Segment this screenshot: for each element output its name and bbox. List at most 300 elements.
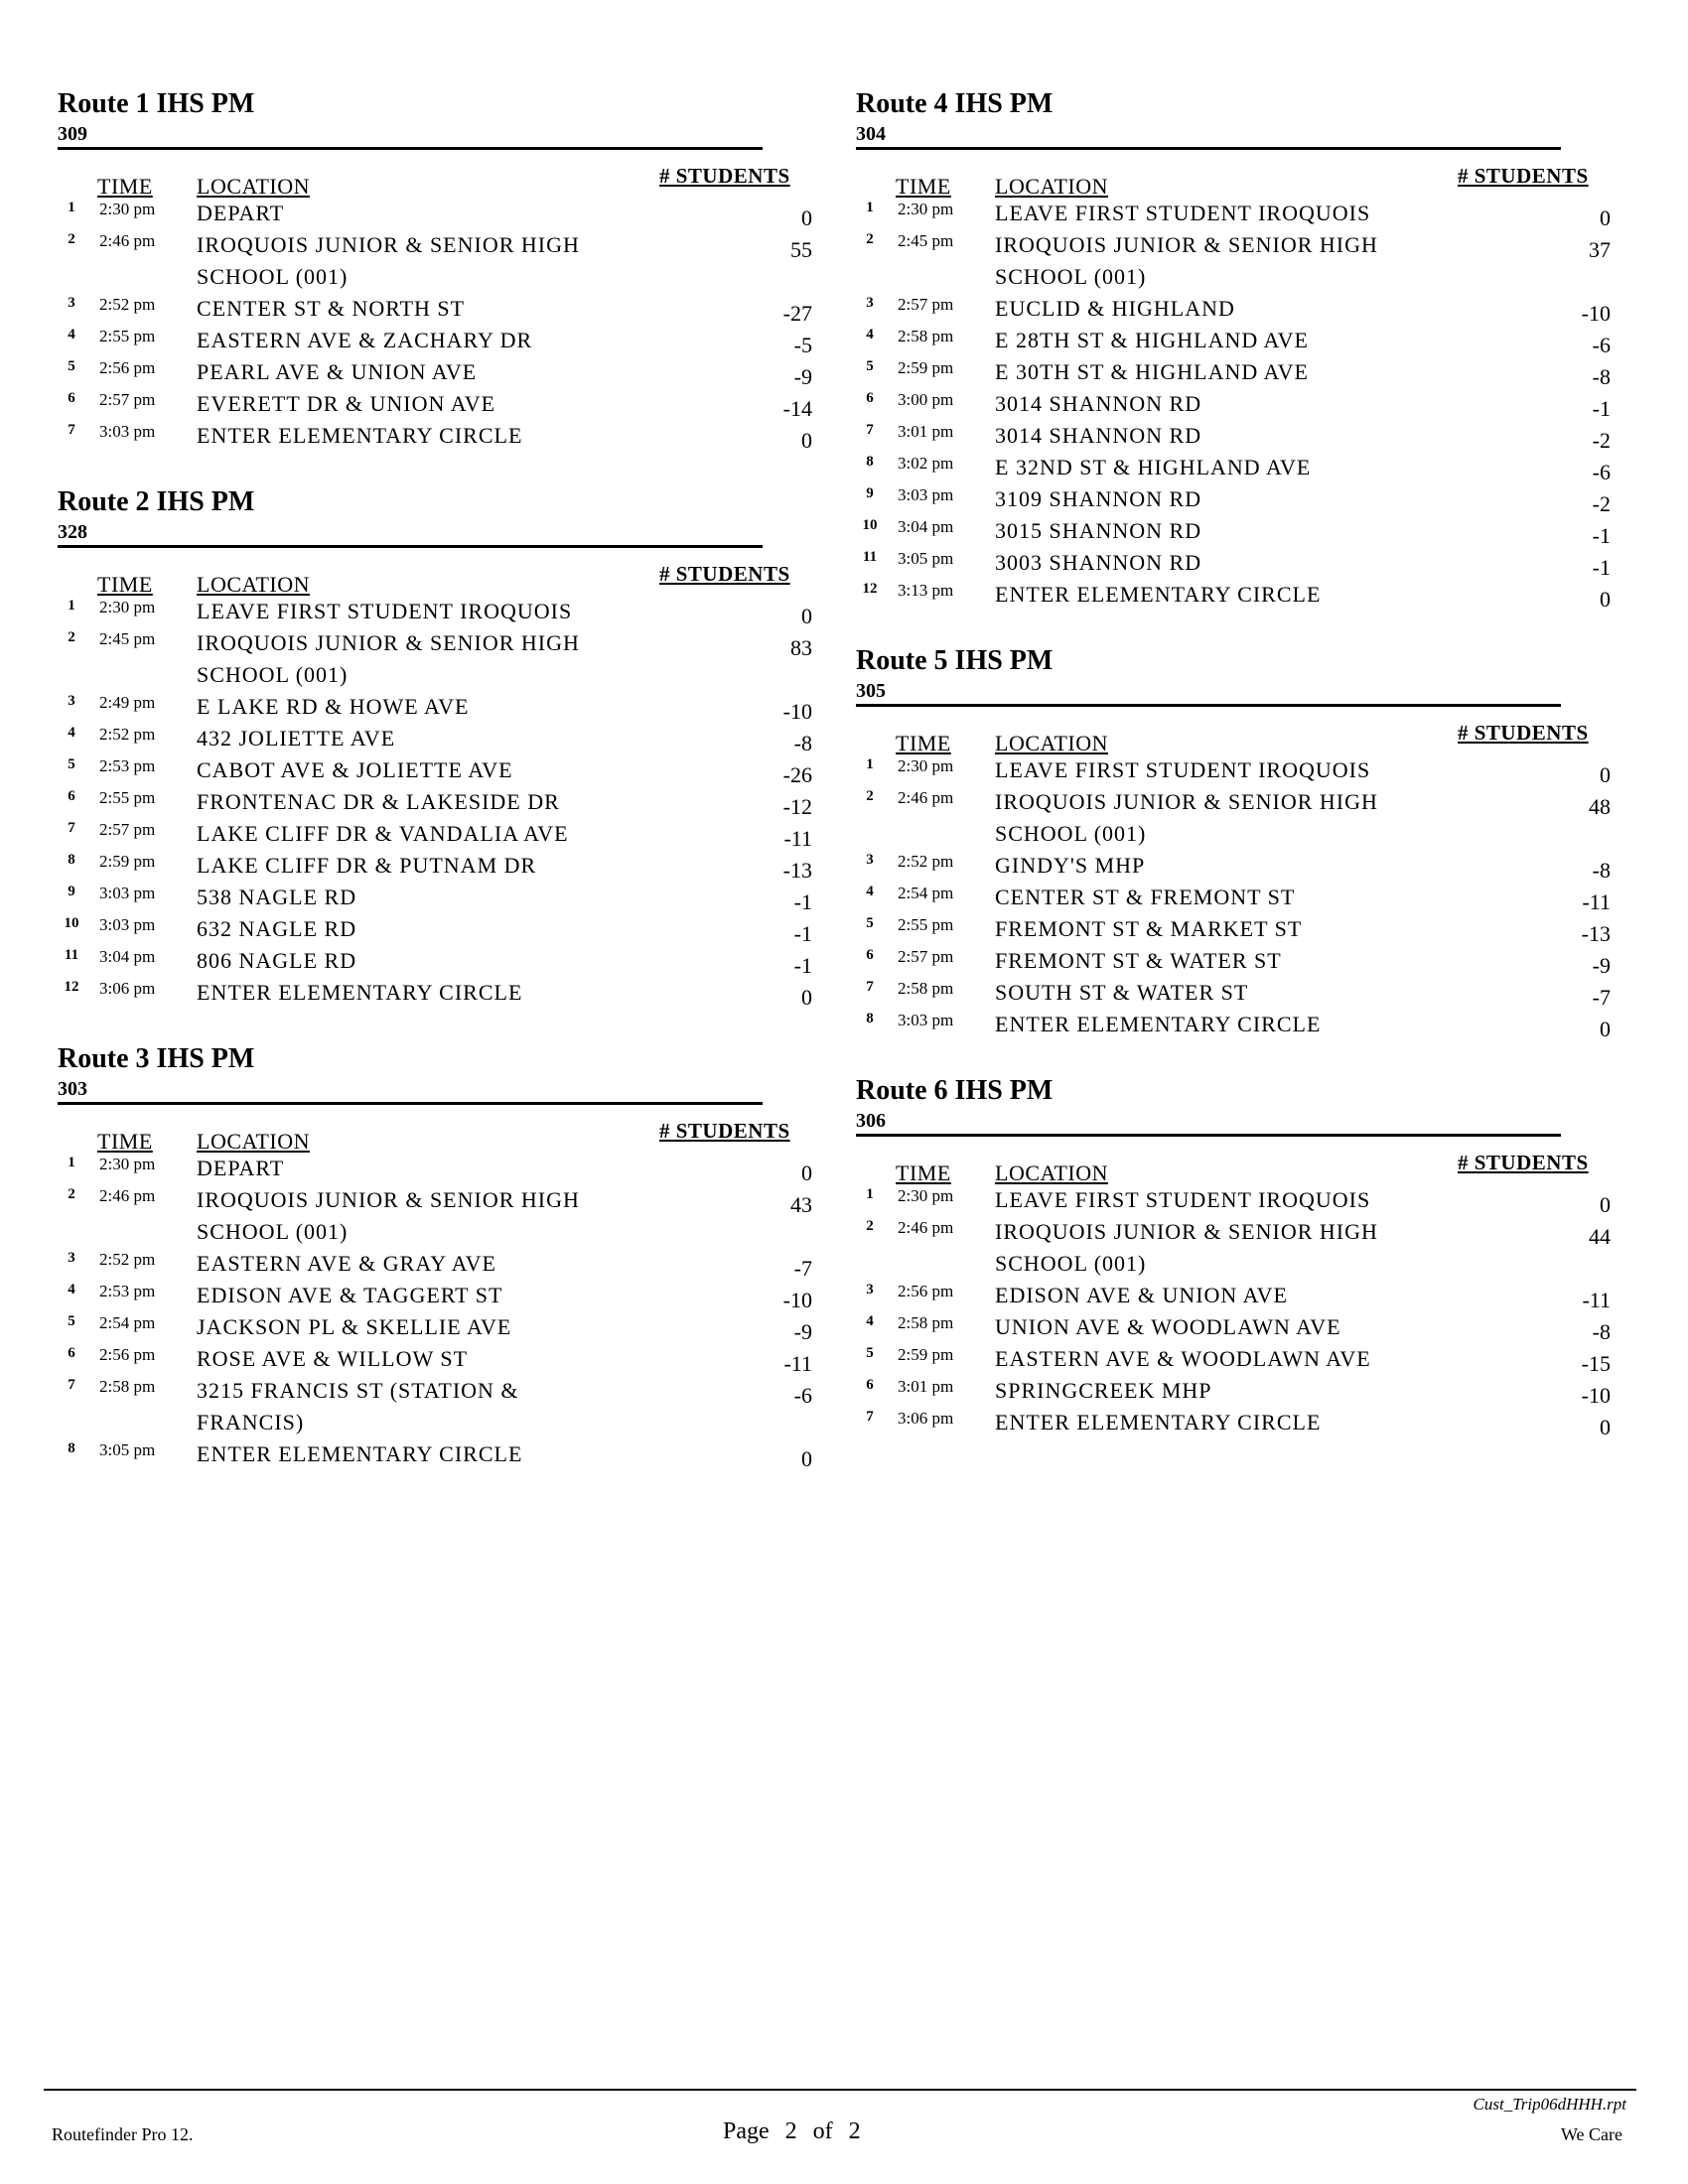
- stop-row: [856, 1009, 1611, 1040]
- stop-time: 2:55 pm: [99, 788, 156, 807]
- stop-location: FREMONT ST & MARKET ST: [995, 916, 1303, 941]
- stop-location: E LAKE RD & HOWE AVE: [197, 694, 470, 719]
- stop-location: EDISON AVE & UNION AVE: [995, 1283, 1288, 1307]
- stop-location: EASTERN AVE & GRAY AVE: [197, 1251, 496, 1276]
- page-current: 2: [784, 2118, 797, 2144]
- stop-time: 2:56 pm: [99, 358, 156, 377]
- stop-students: -9: [793, 364, 812, 389]
- route-bus-number: 305: [856, 680, 886, 702]
- stop-row: [58, 754, 812, 786]
- stop-row: [58, 1184, 812, 1248]
- stop-students: -27: [782, 301, 812, 326]
- footer-divider: [44, 2089, 1636, 2091]
- stop-location: E 30TH ST & HIGHLAND AVE: [995, 359, 1309, 384]
- stop-students: -2: [1592, 491, 1611, 516]
- stop-location: ENTER ELEMENTARY CIRCLE: [197, 423, 523, 448]
- stop-time: 2:52 pm: [99, 725, 156, 744]
- stop-location: FRONTENAC DR & LAKESIDE DR: [197, 789, 560, 814]
- table-header: [856, 721, 1611, 754]
- stop-location: EDISON AVE & TAGGERT ST: [197, 1283, 503, 1307]
- stop-students: -12: [782, 794, 812, 819]
- stop-number: 3: [68, 1250, 75, 1266]
- stop-row: [58, 977, 812, 1009]
- stop-number: 10: [862, 517, 878, 533]
- stop-students: 0: [801, 1446, 812, 1471]
- stop-row: [58, 1280, 812, 1311]
- software-name: Routefinder Pro 12.: [52, 2124, 194, 2144]
- stop-time: 2:54 pm: [898, 884, 954, 902]
- stop-time: 2:30 pm: [99, 598, 156, 616]
- stop-location: 3215 FRANCIS ST (STATION & FRANCIS): [197, 1378, 519, 1434]
- stop-location: 3109 SHANNON RD: [995, 486, 1202, 511]
- stop-row: [58, 818, 812, 850]
- stop-time: 3:04 pm: [898, 517, 954, 536]
- stop-row: [856, 945, 1611, 977]
- stop-time: 2:45 pm: [898, 231, 954, 250]
- stop-time: 3:06 pm: [898, 1409, 954, 1428]
- route-bus-number: 328: [58, 521, 87, 543]
- stop-row: [58, 388, 812, 420]
- stop-students: -10: [782, 1288, 812, 1312]
- stop-time: 2:53 pm: [99, 756, 156, 775]
- stop-time: 3:03 pm: [99, 915, 156, 934]
- stop-number: 12: [64, 979, 79, 995]
- route-2: [58, 485, 812, 1009]
- stop-students: -9: [793, 1319, 812, 1344]
- stop-row: [856, 420, 1611, 452]
- stop-time: 2:30 pm: [99, 200, 156, 218]
- stop-row: [58, 786, 812, 818]
- route-title: Route 3 IHS PM: [58, 1043, 255, 1074]
- stop-list: [856, 754, 1611, 1040]
- stop-time: 3:01 pm: [898, 422, 954, 441]
- stop-students: -7: [793, 1256, 812, 1281]
- stop-location: LEAVE FIRST STUDENT IROQUOIS: [197, 599, 573, 623]
- stop-students: -13: [1581, 921, 1611, 946]
- route-3: [58, 1042, 812, 1470]
- stop-time: 2:56 pm: [898, 1282, 954, 1300]
- stop-time: 2:59 pm: [898, 358, 954, 377]
- stop-students: -11: [1582, 1288, 1611, 1312]
- location-header: LOCATION: [197, 1129, 310, 1154]
- stop-number: 1: [866, 200, 874, 215]
- stop-students: -8: [1592, 1319, 1611, 1344]
- stop-time: 2:45 pm: [99, 629, 156, 648]
- stop-number: 4: [68, 725, 75, 741]
- stop-row: [58, 198, 812, 229]
- stop-time: 3:03 pm: [898, 485, 954, 504]
- stop-time: 3:01 pm: [898, 1377, 954, 1396]
- stop-students: -1: [793, 921, 812, 946]
- stop-location: EVERETT DR & UNION AVE: [197, 391, 496, 416]
- stop-students: 0: [1600, 587, 1611, 612]
- stop-time: 2:30 pm: [898, 200, 954, 218]
- stop-location: EASTERN AVE & WOODLAWN AVE: [995, 1346, 1371, 1371]
- stop-number: 7: [68, 820, 75, 836]
- stop-row: [58, 850, 812, 882]
- stop-location: EUCLID & HIGHLAND: [995, 296, 1235, 321]
- stop-number: 5: [68, 1313, 75, 1329]
- stop-location: ENTER ELEMENTARY CIRCLE: [995, 582, 1322, 607]
- stop-number: 7: [68, 422, 75, 438]
- stop-location: E 32ND ST & HIGHLAND AVE: [995, 455, 1312, 479]
- stop-time: 3:00 pm: [898, 390, 954, 409]
- stop-time: 2:58 pm: [898, 327, 954, 345]
- stop-number: 6: [866, 1377, 874, 1393]
- stop-row: [856, 882, 1611, 913]
- stop-number: 3: [866, 1282, 874, 1297]
- page-total: 2: [848, 2118, 861, 2144]
- stop-time: 2:56 pm: [99, 1345, 156, 1364]
- stop-students: 44: [1589, 1224, 1611, 1249]
- stop-students: -10: [1581, 301, 1611, 326]
- stop-number: 3: [68, 295, 75, 311]
- stop-number: 1: [866, 1186, 874, 1202]
- stop-number: 7: [68, 1377, 75, 1393]
- time-header: TIME: [97, 174, 153, 199]
- stop-row: [856, 850, 1611, 882]
- stop-row: [856, 325, 1611, 356]
- stop-number: 6: [866, 947, 874, 963]
- stop-row: [58, 325, 812, 356]
- table-header: [58, 164, 812, 198]
- stop-number: 4: [866, 884, 874, 899]
- stop-row: [58, 1248, 812, 1280]
- stop-number: 7: [866, 979, 874, 995]
- stop-row: [856, 754, 1611, 786]
- stop-students: 0: [1600, 205, 1611, 230]
- location-header: LOCATION: [995, 1160, 1108, 1185]
- stop-location: GINDY'S MHP: [995, 853, 1146, 878]
- stop-time: 2:54 pm: [99, 1313, 156, 1332]
- route-title: Route 5 IHS PM: [856, 645, 1054, 676]
- stop-location: LEAVE FIRST STUDENT IROQUOIS: [995, 201, 1371, 225]
- route-bus-number: 306: [856, 1110, 886, 1132]
- stop-students: -5: [793, 333, 812, 357]
- stop-number: 4: [866, 327, 874, 342]
- stop-number: 2: [68, 629, 75, 645]
- stop-row: [856, 1311, 1611, 1343]
- stop-row: [856, 515, 1611, 547]
- stop-location: 3015 SHANNON RD: [995, 518, 1202, 543]
- stop-time: 2:57 pm: [898, 295, 954, 314]
- footer-slogan: We Care: [1560, 2124, 1622, 2144]
- stop-row: [856, 913, 1611, 945]
- stop-location: LAKE CLIFF DR & VANDALIA AVE: [197, 821, 569, 846]
- stop-location: UNION AVE & WOODLAWN AVE: [995, 1314, 1341, 1339]
- route-bus-number: 304: [856, 123, 886, 145]
- stop-time: 2:58 pm: [898, 979, 954, 998]
- stop-row: [856, 293, 1611, 325]
- stop-location: ENTER ELEMENTARY CIRCLE: [197, 1441, 523, 1466]
- students-header: # STUDENTS: [659, 562, 790, 586]
- stop-location: CENTER ST & FREMONT ST: [995, 885, 1296, 909]
- route-6: [856, 1074, 1611, 1438]
- stop-location: 432 JOLIETTE AVE: [197, 726, 396, 751]
- stop-students: 55: [790, 237, 812, 262]
- location-header: LOCATION: [995, 174, 1108, 199]
- stop-time: 3:05 pm: [898, 549, 954, 568]
- stop-time: 2:30 pm: [99, 1155, 156, 1173]
- stop-location: LAKE CLIFF DR & PUTNAM DR: [197, 853, 537, 878]
- stop-students: -2: [1592, 428, 1611, 453]
- stop-number: 1: [68, 598, 75, 614]
- stop-row: [856, 452, 1611, 483]
- stop-time: 2:52 pm: [898, 852, 954, 871]
- stop-number: 1: [68, 1155, 75, 1170]
- stop-students: -6: [793, 1383, 812, 1408]
- time-header: TIME: [896, 1160, 951, 1185]
- stop-location: IROQUOIS JUNIOR & SENIOR HIGH SCHOOL (001): [197, 1187, 580, 1244]
- stop-number: 3: [866, 852, 874, 868]
- stop-location: ENTER ELEMENTARY CIRCLE: [197, 980, 523, 1005]
- stop-row: [856, 1407, 1611, 1438]
- stop-students: 37: [1589, 237, 1611, 262]
- stop-row: [58, 1438, 812, 1470]
- stop-number: 11: [64, 947, 79, 963]
- stop-students: -8: [793, 731, 812, 755]
- location-header: LOCATION: [995, 731, 1108, 755]
- stop-list: [856, 198, 1611, 611]
- stop-students: -1: [1592, 523, 1611, 548]
- stop-time: 2:55 pm: [99, 327, 156, 345]
- stop-time: 3:06 pm: [99, 979, 156, 998]
- stop-students: -1: [793, 953, 812, 978]
- table-header: [58, 562, 812, 596]
- stop-students: -26: [782, 762, 812, 787]
- stop-location: IROQUOIS JUNIOR & SENIOR HIGH SCHOOL (001): [995, 232, 1378, 289]
- route-bus-number: 303: [58, 1078, 87, 1100]
- stop-time: 2:52 pm: [99, 295, 156, 314]
- stop-row: [58, 882, 812, 913]
- stop-students: -13: [782, 858, 812, 883]
- stop-time: 2:58 pm: [99, 1377, 156, 1396]
- stop-students: 43: [790, 1192, 812, 1217]
- stop-row: [58, 627, 812, 691]
- time-header: TIME: [97, 1129, 153, 1154]
- stop-location: IROQUOIS JUNIOR & SENIOR HIGH SCHOOL (001): [197, 630, 580, 687]
- stop-row: [58, 1153, 812, 1184]
- stop-location: E 28TH ST & HIGHLAND AVE: [995, 328, 1309, 352]
- location-header: LOCATION: [197, 572, 310, 597]
- stop-time: 2:49 pm: [99, 693, 156, 712]
- stop-location: PEARL AVE & UNION AVE: [197, 359, 478, 384]
- route-divider: [856, 1134, 1561, 1137]
- students-header: # STUDENTS: [1458, 721, 1589, 745]
- students-header: # STUDENTS: [659, 1119, 790, 1143]
- stop-number: 11: [862, 549, 878, 565]
- stop-number: 4: [68, 1282, 75, 1297]
- stop-time: 2:52 pm: [99, 1250, 156, 1269]
- stop-location: ROSE AVE & WILLOW ST: [197, 1346, 469, 1371]
- stop-location: EASTERN AVE & ZACHARY DR: [197, 328, 533, 352]
- stop-students: -6: [1592, 333, 1611, 357]
- stop-row: [58, 356, 812, 388]
- stop-list: [58, 198, 812, 452]
- route-title: Route 4 IHS PM: [856, 88, 1054, 119]
- stop-students: 48: [1589, 794, 1611, 819]
- stop-number: 1: [866, 756, 874, 772]
- stop-location: FREMONT ST & WATER ST: [995, 948, 1282, 973]
- stop-location: DEPART: [197, 1156, 285, 1180]
- stop-time: 2:46 pm: [898, 1218, 954, 1237]
- stop-row: [856, 1280, 1611, 1311]
- stop-row: [856, 198, 1611, 229]
- route-divider: [58, 147, 763, 150]
- stop-students: 0: [801, 1160, 812, 1185]
- stop-number: 8: [866, 454, 874, 470]
- left-column: [58, 87, 812, 1470]
- route-divider: [58, 1102, 763, 1105]
- stop-time: 3:03 pm: [99, 884, 156, 902]
- stop-students: -1: [1592, 555, 1611, 580]
- stop-students: 0: [1600, 762, 1611, 787]
- stop-row: [856, 388, 1611, 420]
- stop-students: -11: [783, 1351, 812, 1376]
- stop-students: -15: [1581, 1351, 1611, 1376]
- stop-location: CABOT AVE & JOLIETTE AVE: [197, 757, 513, 782]
- page-label: Page: [723, 2118, 770, 2144]
- table-header: [856, 164, 1611, 198]
- stop-time: 2:59 pm: [898, 1345, 954, 1364]
- stop-row: [58, 691, 812, 723]
- stop-number: 10: [64, 915, 79, 931]
- time-header: TIME: [896, 174, 951, 199]
- stop-students: 0: [1600, 1192, 1611, 1217]
- stop-number: 3: [866, 295, 874, 311]
- students-header: # STUDENTS: [1458, 1151, 1589, 1174]
- stop-students: 0: [1600, 1415, 1611, 1439]
- stop-time: 3:03 pm: [898, 1011, 954, 1029]
- table-header: [856, 1151, 1611, 1184]
- stop-number: 12: [862, 581, 878, 597]
- stop-location: SPRINGCREEK MHP: [995, 1378, 1212, 1403]
- stop-time: 3:04 pm: [99, 947, 156, 966]
- stop-location: JACKSON PL & SKELLIE AVE: [197, 1314, 512, 1339]
- stop-number: 9: [866, 485, 874, 501]
- stop-number: 2: [866, 1218, 874, 1234]
- stop-students: -10: [1581, 1383, 1611, 1408]
- stop-time: 2:30 pm: [898, 1186, 954, 1205]
- stop-location: LEAVE FIRST STUDENT IROQUOIS: [995, 1187, 1371, 1212]
- stop-location: DEPART: [197, 201, 285, 225]
- stop-row: [58, 723, 812, 754]
- students-header: # STUDENTS: [1458, 164, 1589, 188]
- stop-row: [856, 1184, 1611, 1216]
- stop-row: [58, 596, 812, 627]
- stop-location: SOUTH ST & WATER ST: [995, 980, 1249, 1005]
- stop-list: [856, 1184, 1611, 1438]
- stop-row: [856, 579, 1611, 611]
- stop-number: 7: [866, 422, 874, 438]
- stop-location: 3014 SHANNON RD: [995, 423, 1202, 448]
- stop-number: 6: [866, 390, 874, 406]
- route-5: [856, 644, 1611, 1040]
- stop-location: 538 NAGLE RD: [197, 885, 357, 909]
- stop-students: 0: [801, 205, 812, 230]
- route-title: Route 6 IHS PM: [856, 1075, 1054, 1106]
- stop-row: [58, 1343, 812, 1375]
- report-filename: Cust_Trip06dHHH.rpt: [1473, 2095, 1626, 2114]
- stop-number: 2: [68, 231, 75, 247]
- stop-number: 6: [68, 1345, 75, 1361]
- stop-time: 2:46 pm: [99, 231, 156, 250]
- stop-time: 2:53 pm: [99, 1282, 156, 1300]
- page-of: of: [812, 2118, 833, 2144]
- stop-row: [58, 913, 812, 945]
- right-column: [856, 87, 1611, 1438]
- stop-number: 5: [866, 1345, 874, 1361]
- stop-time: 2:30 pm: [898, 756, 954, 775]
- route-divider: [856, 704, 1561, 707]
- time-header: TIME: [896, 731, 951, 755]
- stop-number: 5: [866, 358, 874, 374]
- stop-row: [58, 293, 812, 325]
- stop-row: [58, 945, 812, 977]
- stop-students: -11: [1582, 889, 1611, 914]
- route-bus-number: 309: [58, 123, 87, 145]
- stop-location: 3003 SHANNON RD: [995, 550, 1202, 575]
- stop-students: -14: [782, 396, 812, 421]
- location-header: LOCATION: [197, 174, 310, 199]
- stop-number: 6: [68, 788, 75, 804]
- stop-list: [58, 596, 812, 1009]
- stop-number: 8: [68, 852, 75, 868]
- time-header: TIME: [97, 572, 153, 597]
- stop-students: -8: [1592, 364, 1611, 389]
- stop-location: 806 NAGLE RD: [197, 948, 357, 973]
- stop-row: [856, 483, 1611, 515]
- stop-time: 2:58 pm: [898, 1313, 954, 1332]
- stop-row: [58, 229, 812, 293]
- stop-number: 2: [866, 788, 874, 804]
- stop-number: 8: [866, 1011, 874, 1026]
- route-4: [856, 87, 1611, 611]
- stop-row: [856, 786, 1611, 850]
- stop-students: 0: [801, 604, 812, 628]
- stop-number: 1: [68, 200, 75, 215]
- stop-number: 4: [68, 327, 75, 342]
- students-header: # STUDENTS: [659, 164, 790, 188]
- stop-row: [58, 1375, 812, 1438]
- stop-row: [856, 977, 1611, 1009]
- stop-row: [856, 1216, 1611, 1280]
- route-title: Route 2 IHS PM: [58, 486, 255, 517]
- stop-location: ENTER ELEMENTARY CIRCLE: [995, 1410, 1322, 1434]
- stop-number: 6: [68, 390, 75, 406]
- table-header: [58, 1119, 812, 1153]
- stop-number: 2: [866, 231, 874, 247]
- stop-number: 4: [866, 1313, 874, 1329]
- route-divider: [856, 147, 1561, 150]
- stop-students: 0: [1600, 1017, 1611, 1041]
- stop-row: [856, 229, 1611, 293]
- stop-location: 632 NAGLE RD: [197, 916, 357, 941]
- stop-students: -1: [793, 889, 812, 914]
- stop-location: ENTER ELEMENTARY CIRCLE: [995, 1012, 1322, 1036]
- stop-number: 3: [68, 693, 75, 709]
- stop-row: [58, 1311, 812, 1343]
- stop-students: 0: [801, 985, 812, 1010]
- stop-students: 0: [801, 428, 812, 453]
- page-indicator: [723, 2118, 871, 2145]
- stop-location: LEAVE FIRST STUDENT IROQUOIS: [995, 757, 1371, 782]
- stop-location: IROQUOIS JUNIOR & SENIOR HIGH SCHOOL (001): [995, 789, 1378, 846]
- stop-row: [856, 1343, 1611, 1375]
- stop-number: 9: [68, 884, 75, 899]
- stop-list: [58, 1153, 812, 1470]
- route-divider: [58, 545, 763, 548]
